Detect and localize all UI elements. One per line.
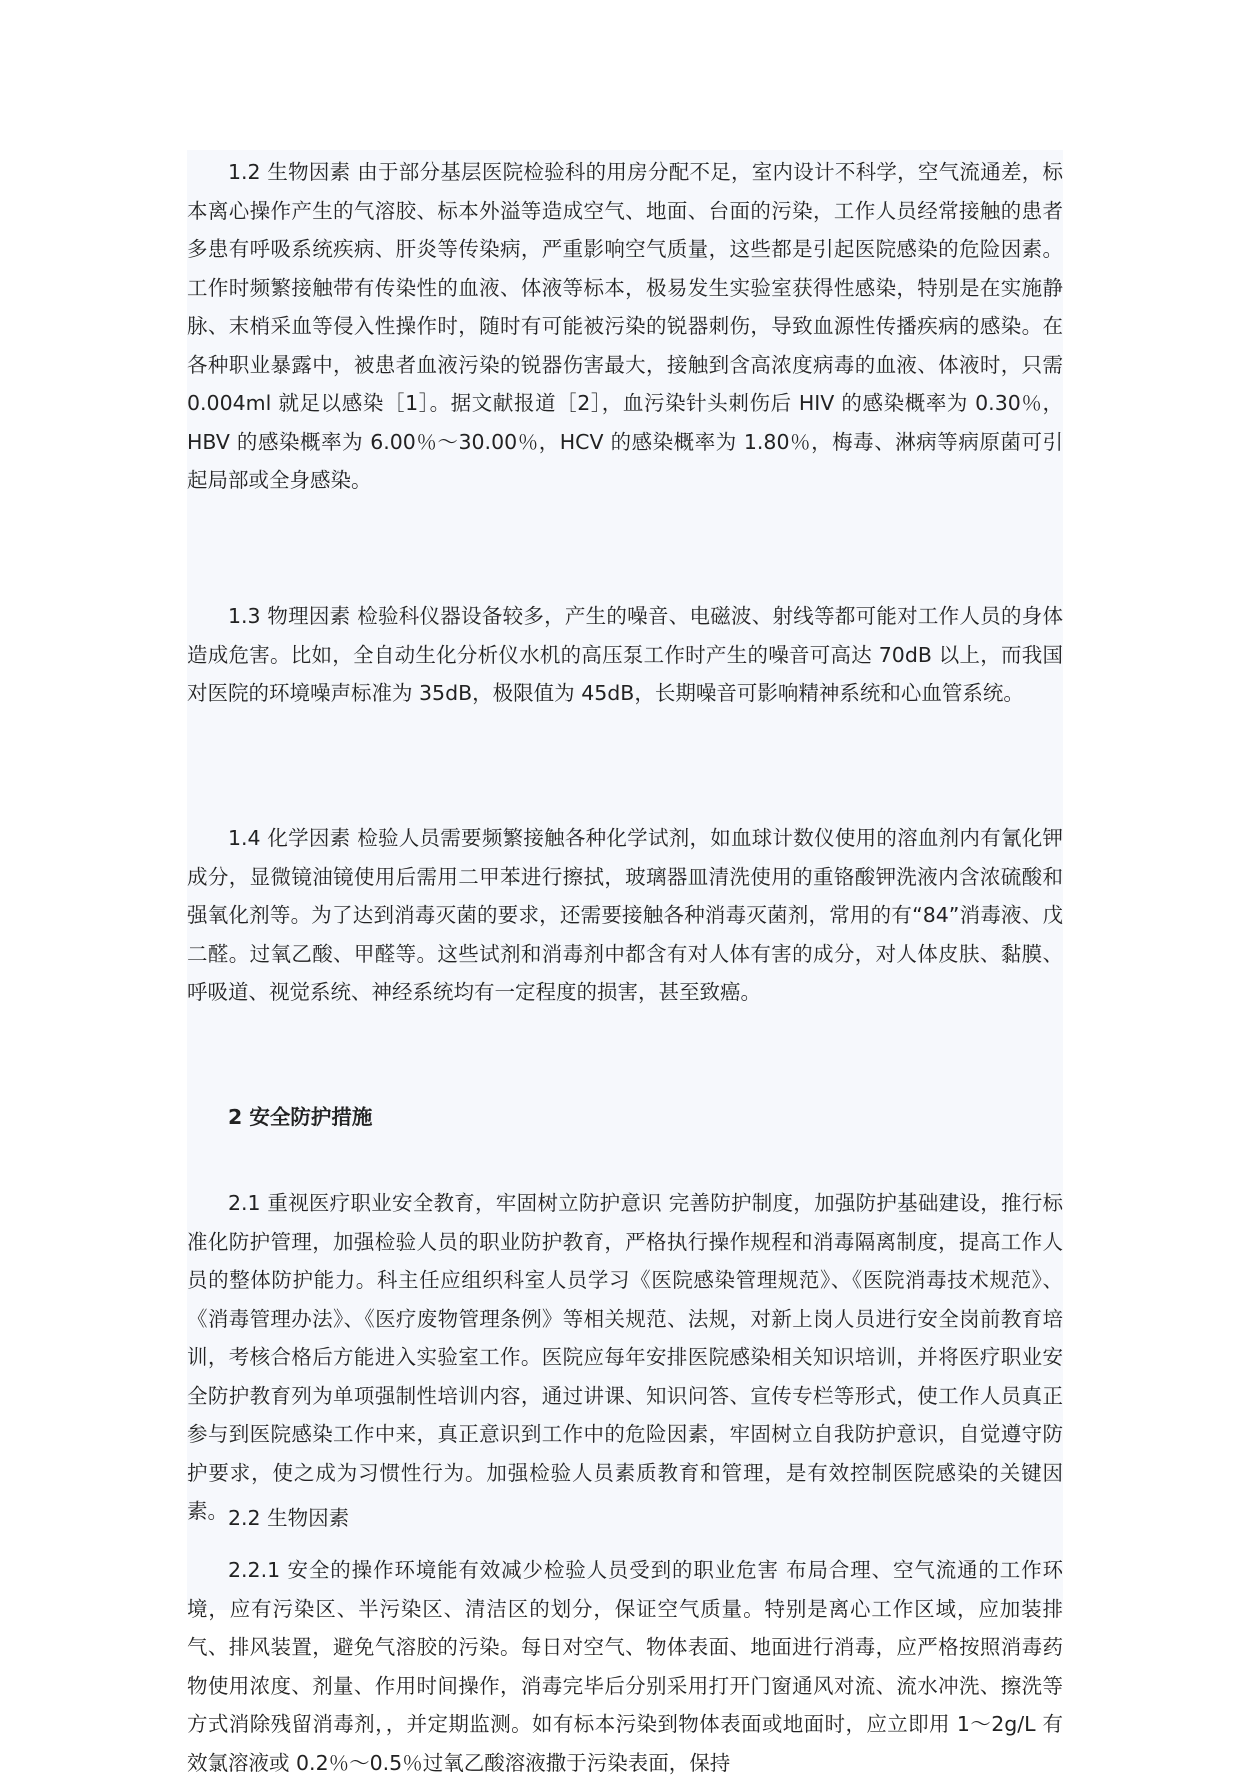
paragraph-2-2-biological-factors: 2.2 生物因素 (228, 1506, 350, 1530)
paragraph-2-1-safety-education: 2.1 重视医疗职业安全教育，牢固树立防护意识 完善防护制度，加强防护基础建设，推行标准化防护管理，加强检验人员的职业防护教育，严格执行操作规程和消毒隔离制度，提高工作人员的整体防护能力。科主任应组织科室人员学习《医院感染管理规范》、《医院消毒技术规范》、《消毒管理办法》、《医疗废物管理条例》等相关规范、法规，对新上岗人员进行安全岗前教育培训，考核合格后方能进入实验室工作。医院应每年安排医院感染相关知识培训，并将医疗职业安全防护教育列为单项强制性培训内容，通过讲课、知识问答、宣传专栏等形式，使工作人员真正参与到医院感染工作中来，真正意识到工作中的危险因素，牢固树立自我防护意识，自觉遵守防护要求，使之成为习惯性行为。加强检验人员素质教育和管理，是有效控制医院感染的关键因素。 (187, 1191, 1063, 1523)
paragraph-1-3-physical-factors: 1.3 物理因素 检验科仪器设备较多，产生的噪音、电磁波、射线等都可能对工作人员的身体造成危害。比如，全自动生化分析仪水机的高压泵工作时产生的噪音可高达 70dB 以上，而我国对医院的环境噪声标准为 35dB，极限值为 45dB，长期噪音可影响精神系统和心血管系统。 (187, 604, 1063, 705)
section-heading-2: 2 安全防护措施 (228, 1105, 373, 1129)
paragraph-2-2-1-operating-environment: 2.2.1 安全的操作环境能有效减少检验人员受到的职业危害 布局合理、空气流通的工作环境，应有污染区、半污染区、清洁区的划分，保证空气质量。特别是离心工作区域，应加装排气、排风装置，避免气溶胶的污染。每日对空气、物体表面、地面进行消毒，应严格按照消毒药物使用浓度、剂量、作用时间操作，消毒完毕后分别采用打开门窗通风对流、流水冲洗、擦洗等方式消除残留消毒剂，，并定期监测。如有标本污染到物体表面或地面时，应立即用 1～2g/L 有效氯溶液或 0.2％～0.5％过氧乙酸溶液撒于污染表面，保持 (187, 1558, 1063, 1775)
paragraph-1-2-biological-factors: 1.2 生物因素 由于部分基层医院检验科的用房分配不足，室内设计不科学，空气流通差，标本离心操作产生的气溶胶、标本外溢等造成空气、地面、台面的污染，工作人员经常接触的患者多患有呼吸系统疾病、肝炎等传染病，严重影响空气质量，这些都是引起医院感染的危险因素。工作时频繁接触带有传染性的血液、体液等标本，极易发生实验室获得性感染，特别是在实施静脉、末梢采血等侵入性操作时，随时有可能被污染的锐器刺伤，导致血源性传播疾病的感染。在各种职业暴露中，被患者血液污染的锐器伤害最大，接触到含高浓度病毒的血液、体液时，只需 0.004ml 就足以感染［1］。据文献报道［2］，血污染针头刺伤后 HIV 的感染概率为 0.30％，HBV 的感染概率为 6.00％～30.00％，HCV 的感染概率为 1.80％，梅毒、淋病等病原菌可引起局部或全身感染。 (187, 160, 1063, 492)
document-body (187, 150, 1063, 1775)
paragraph-1-4-chemical-factors: 1.4 化学因素 检验人员需要频繁接触各种化学试剂，如血球计数仪使用的溶血剂内有氰化钾成分，显微镜油镜使用后需用二甲苯进行擦拭，玻璃器皿清洗使用的重铬酸钾洗液内含浓硫酸和强氧化剂等。为了达到消毒灭菌的要求，还需要接触各种消毒灭菌剂，常用的有“84”消毒液、戊二醛。过氧乙酸、甲醛等。这些试剂和消毒剂中都含有对人体有害的成分，对人体皮肤、黏膜、呼吸道、视觉系统、神经系统均有一定程度的损害，甚至致癌。 (187, 826, 1063, 1004)
